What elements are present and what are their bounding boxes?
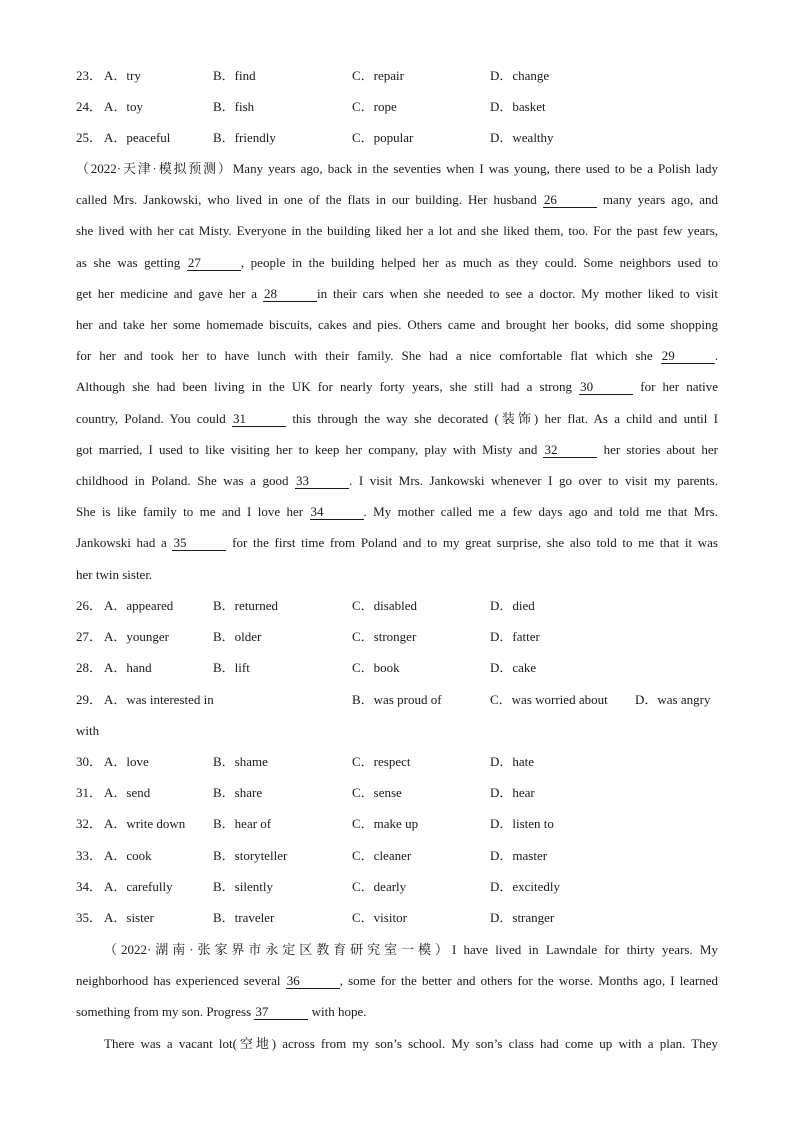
option-c: C．make up [352,816,419,831]
option-a: A．sister [104,910,154,925]
passage-text: in their cars when she needed to see a doctor. My mother liked to visit [316,285,718,301]
passage-text: country, Poland. You could [76,410,233,426]
option-c: C．respect [352,754,411,769]
option-b: B．was proud of [352,692,442,707]
passage-line [76,971,718,991]
passage-line [76,409,718,429]
passage-line [76,940,718,960]
passage-text: get her medicine and gave her a [76,285,263,301]
option-c: C．popular [352,130,414,145]
passage-text: as she was getting [76,254,187,270]
option-c: C．rope [352,99,397,114]
passage-text: her and take her some homemade biscuits, cakes and pies. Others came and brought her books, did some shopping [76,317,718,332]
passage-text: she lived with her cat Misty. Everyone in the building liked her a lot and she liked them, too. For the past few years, [76,223,718,239]
passage-text: called Mrs. Jankowski, who lived in one of the flats in our building. Her husband [76,192,543,208]
option-b: B．lift [213,660,250,675]
passage-text: . [714,348,718,364]
passage-text: got married, I used to like visiting her to keep her company, play with Misty and [76,441,544,457]
option-b: B．friendly [213,130,276,145]
option-d: D．hear [490,785,535,800]
option-a: A．try [104,68,141,83]
answer-blank[interactable]: 32 [543,443,597,458]
question-number: 28． [76,660,103,675]
question-number: 26． [76,598,103,613]
option-c: C．visitor [352,910,407,925]
option-a: A．was interested in [104,692,214,707]
option-b: B．hear of [213,816,272,831]
option-b: B．silently [213,879,273,894]
option-b: B．find [213,68,256,83]
option-c: C．was worried about [490,692,608,707]
answer-blank[interactable]: 30 [579,380,633,395]
option-d: D．was angry [635,692,711,707]
passage-line [76,440,718,460]
answer-blank[interactable]: 26 [543,193,597,208]
passage-text: Although she had been living in the UK for nearly forty years, she still had a strong [76,379,580,395]
question-number: 33． [76,848,103,863]
question-number: 35． [76,910,103,925]
question-number: 31． [76,785,103,800]
passage-text: . I visit Mrs. Jankowski whenever I go over to visit my parents. [349,473,718,488]
option-c: C．disabled [352,598,417,613]
option-b: B．share [213,785,263,800]
option-d: D．died [490,598,535,613]
question-number: 27． [76,629,103,644]
option-a: A．love [104,754,149,769]
passage-text: her stories about her [597,441,718,457]
passage-text: There was a vacant lot(空地) across from my son’s school. My son’s class had come up with a plan. They [104,1035,718,1051]
passage-text: She is like family to me and I love her [76,504,310,520]
option-d-continuation: with [76,723,100,738]
option-d: D．wealthy [490,130,554,145]
passage-text: Jankowski had a [76,535,173,551]
answer-blank[interactable]: 35 [172,536,226,551]
option-b: B．returned [213,598,278,613]
question-number: 24． [76,99,103,114]
passage-line [76,377,718,397]
passage-text: . My mother called me a few days ago and told me that Mrs. [363,504,718,520]
answer-blank[interactable]: 34 [310,505,364,520]
option-a: A．peaceful [104,130,171,145]
question-number: 23． [76,68,103,83]
answer-blank[interactable]: 28 [263,287,317,302]
option-a: A．send [104,785,151,800]
passage-text: for her and took her to have lunch with their family. She had a nice comfortable flat which she [76,348,661,364]
option-a: A．write down [104,816,186,831]
passage-text: （2022·湖南·张家界市永定区教育研究室一模）I have lived in Lawndale for thirty years. My [104,942,718,957]
option-c: C．dearly [352,879,407,894]
passage-line [76,221,718,241]
answer-blank[interactable]: 31 [232,412,286,427]
passage-line [76,1034,718,1054]
passage-text: （2022·天津·模拟预测）Many years ago, back in the seventies when I was young, there used to be a Polish lady [76,161,718,176]
question-number: 25． [76,130,103,145]
option-d: D．master [490,848,548,863]
option-c: C．sense [352,785,402,800]
passage-line [76,533,718,553]
passage-text: neighborhood has experienced several [76,973,286,989]
option-b: B．fish [213,99,255,114]
passage-text: something from my son. Progress [76,1004,255,1020]
option-b: B．traveler [213,910,275,925]
option-a: A．cook [104,848,152,863]
answer-blank[interactable]: 36 [286,974,340,989]
passage-line [76,253,718,273]
option-c: C．cleaner [352,848,412,863]
question-number: 34． [76,879,103,894]
passage-line [76,565,718,585]
passage-line [76,159,718,179]
passage-text: , some for the better and others for the worse. Months ago, I learned [339,973,718,989]
option-a: A．carefully [104,879,173,894]
answer-blank[interactable]: 33 [295,474,349,489]
passage-text: with hope. [308,1004,367,1020]
question-number: 32． [76,816,103,831]
answer-blank[interactable]: 27 [187,256,241,271]
passage-line [76,190,718,210]
passage-line [76,346,718,366]
option-d: D．cake [490,660,537,675]
answer-blank[interactable]: 29 [661,349,715,364]
option-d: D．change [490,68,550,83]
passage-text: childhood in Poland. She was a good [76,473,296,488]
passage-line [76,471,718,491]
passage-line [76,284,718,304]
option-a: A．younger [104,629,169,644]
option-d: D．fatter [490,629,540,644]
option-d: D．hate [490,754,535,769]
option-d: D．stranger [490,910,555,925]
option-a: A．hand [104,660,152,675]
passage-text: for her native [633,379,718,395]
answer-blank[interactable]: 37 [254,1005,308,1020]
option-b: B．shame [213,754,268,769]
option-d: D．listen to [490,816,554,831]
passage-line [76,502,718,522]
passage-line [76,1002,718,1022]
passage-text: many years ago, and [596,192,718,208]
passage-text: for the first time from Poland and to my great surprise, she also told to me that it was [226,535,718,551]
passage-text: her twin sister. [76,566,153,582]
passage-text: , people in the building helped her as much as they could. Some neighbors used to [240,254,719,270]
option-d: D．excitedly [490,879,561,894]
passage-line [76,315,718,335]
option-a: A．appeared [104,598,174,613]
question-number: 30． [76,754,103,769]
option-a: A．toy [104,99,144,114]
passage-text: this through the way she decorated (装饰) her flat. As a child and until I [286,410,719,426]
option-c: C．stronger [352,629,417,644]
option-b: B．storyteller [213,848,288,863]
option-d: D．basket [490,99,546,114]
option-c: C．book [352,660,400,675]
option-c: C．repair [352,68,404,83]
option-b: B．older [213,629,262,644]
question-number: 29． [76,692,103,707]
